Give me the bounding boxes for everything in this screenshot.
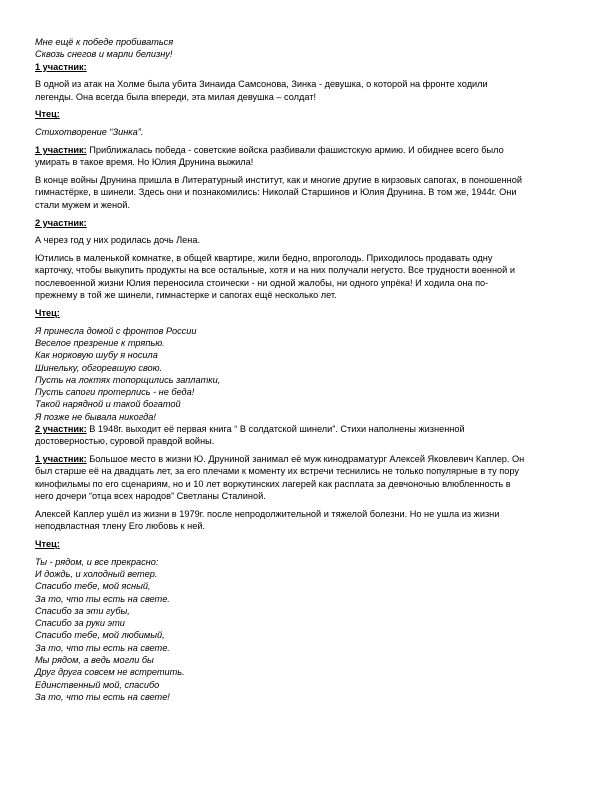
verse-line: И дождь, и холодный ветер.: [35, 568, 158, 579]
speaker-label: 1 участник:: [35, 454, 87, 465]
verse-line: Единственный мой, спасибо: [35, 679, 160, 690]
verse-line: Мы рядом, а ведь могли бы: [35, 655, 154, 666]
speaker-heading: Чтец:: [35, 307, 60, 318]
paragraph-line: [35, 423, 583, 435]
verse-line: Я принесла домой с фронтов России: [35, 325, 197, 336]
verse-line: За то, что ты есть на свете!: [35, 691, 170, 702]
speaker-heading: Чтец:: [35, 109, 60, 120]
paragraph-line: послевоенной жизни Юлия переносила стоически - ни одной жалобы, ни одного упрёка! И ходила она по-: [35, 277, 489, 288]
paragraph: [35, 252, 583, 301]
line-text: Приближалась победа - советские войска разбивали фашистскую армию. И обиднее всего было: [86, 145, 504, 156]
paragraph-line: неподвластная тлену Его любовь к ней.: [35, 521, 205, 532]
speaker-label: 2 участник:: [35, 424, 87, 435]
verse-line: Ты - рядом, и все прекрасно:: [35, 556, 159, 567]
speaker-heading: Чтец:: [35, 538, 60, 549]
speaker-paragraph: [35, 453, 583, 502]
verse-line: Спасибо тебе, мой любимый,: [35, 630, 165, 641]
verse-line: Мне ещё к победе пробиваться: [35, 37, 174, 47]
verse-line: За то, что ты есть на свете.: [35, 593, 170, 604]
paragraph-line: прежнему в той же шинели, гимнастерке и сапогах ещё несколько лет.: [35, 290, 337, 301]
paragraph-line: был старше её на двадцать лет, за его плечами к моменту их встречи теснились не только популярные в ту пору: [35, 466, 519, 477]
paragraph-line: [35, 453, 583, 465]
paragraph: [35, 234, 583, 246]
verse-line: Спасибо за руки эти: [35, 618, 125, 629]
verse-line: Спасибо тебе, мой ясный,: [35, 581, 151, 592]
paragraph-line: него дочери “отца всех народов” Светланы Сталиной.: [35, 491, 266, 501]
speaker-label: 1 участник:: [35, 145, 87, 156]
verse-line: Друг друга совсем не встретить.: [35, 667, 185, 678]
verse-line: Я позже не бывала никогда!: [35, 411, 156, 422]
paragraph-line: А через год у них родилась дочь Лена.: [35, 235, 201, 246]
verse-line: Стихотворение “Зинка”.: [35, 127, 144, 138]
verse-line: За то, что ты есть на свете.: [35, 642, 170, 653]
paragraph-line: [35, 144, 583, 156]
paragraph-line: Ютились в маленькой комнатке, в общей квартире, жили бедно, впроголодь. Приходилось продавать одну: [35, 253, 493, 264]
verse-line: Как норковую шубу я носила: [35, 350, 158, 361]
speaker-paragraph: [35, 144, 583, 169]
verse-line: Сквозь снегов и марли белизну!: [35, 49, 173, 60]
paragraph-line: легенды. Она всегда была впереди, эта милая девушка – солдат!: [35, 91, 317, 102]
paragraph-line: карточку, чтобы выкупить продукты на все остальные, хотя и на них получали негусто. Все трудности военной и: [35, 265, 515, 276]
verse-block: [35, 126, 583, 138]
verse-line: Спасибо за эти губы,: [35, 605, 130, 616]
paragraph: [35, 174, 583, 211]
paragraph: [35, 508, 583, 533]
line-text: В 1948г. выходит её первая книга “ В солдатской шинели”. Стихи наполнены жизненной: [86, 424, 465, 435]
paragraph-line: стали мужем и женой.: [35, 199, 130, 210]
speaker-paragraph: [35, 423, 583, 448]
document-body: [35, 36, 583, 703]
verse-line: Такой нарядной и такой богатой: [35, 399, 181, 410]
paragraph-line: В одной из атак на Холме была убита Зинаида Самсонова, Зинка - девушка, о которой на фронте ходили: [35, 79, 488, 90]
paragraph-line: гимнастёрке, в шинели. Здесь они и познакомились: Николай Старшинов и Юлия Друнина. В том же, 1944г. Они: [35, 187, 517, 198]
verse-block: [35, 36, 583, 61]
speaker-heading: 1 участник:: [35, 61, 87, 72]
paragraph-line: В конце войны Друнина пришла в Литературный институт, как и многие другие в кирзовых сапогах, в поношенной: [35, 175, 522, 186]
speaker-heading: 2 участник:: [35, 217, 87, 228]
paragraph-line: умирать в такое время. Но Юлия Друнина выжила!: [35, 157, 254, 168]
paragraph-line: кинофильмы по его сценариям, но и 10 лет воркутинских лагерей как расплата за девчоночью влюбленность в: [35, 478, 511, 489]
paragraph-line: Алексей Каплер ушёл из жизни в 1979г. после непродолжительной и тяжелой болезни. Но не ушла из жизни: [35, 508, 500, 519]
verse-line: Пусть на локтях топорщились заплатки,: [35, 374, 221, 385]
paragraph-line: достоверностью, суровой правдой войны.: [35, 436, 215, 447]
verse-block: [35, 556, 583, 704]
paragraph: [35, 78, 583, 103]
verse-block: [35, 325, 583, 423]
line-text: Большое место в жизни Ю. Друниной занимал её муж кинодраматург Алексей Яковлевич Каплер. Он: [86, 454, 525, 465]
verse-line: Веселое презрение к тряпью.: [35, 337, 165, 348]
verse-line: Шинельку, обгоревшую свою.: [35, 362, 163, 373]
verse-line: Пусть сапоги протерлись - не беда!: [35, 387, 195, 398]
